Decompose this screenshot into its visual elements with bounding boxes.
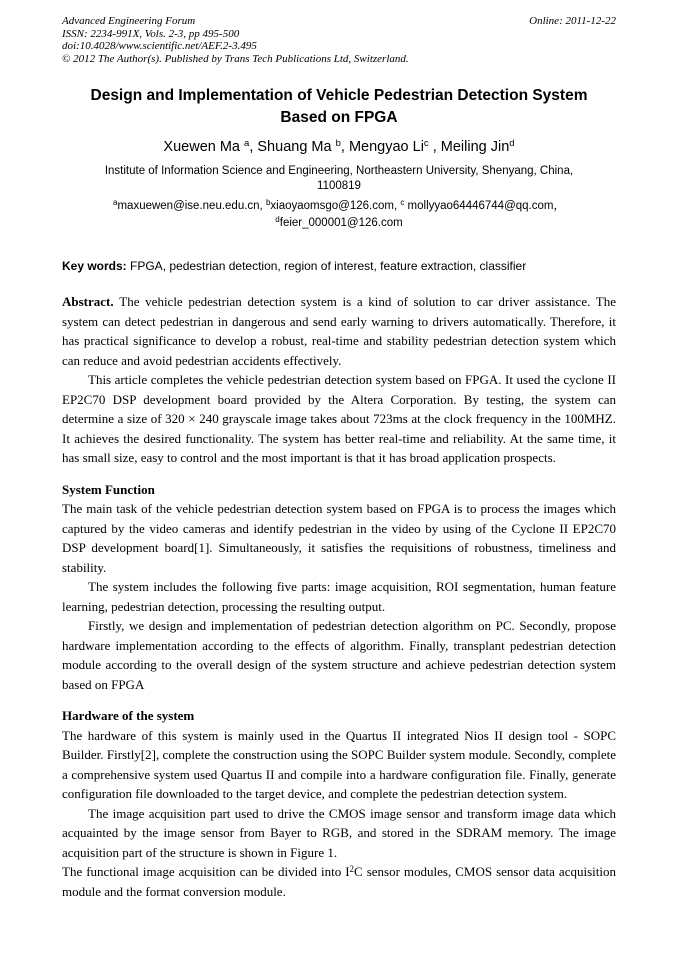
- author-name: Meiling Jin: [440, 139, 510, 155]
- system-function-paragraph-2: The system includes the following five parts: image acquisition, ROI segmentation, human feature learning, pedestrian detection, processing the resulting output.: [62, 579, 616, 614]
- abstract-paragraph-1: [62, 292, 616, 370]
- affiliation-line2: 1100819: [317, 180, 361, 192]
- system-function-paragraph-3: Firstly, we design and implementation of pedestrian detection algorithm on PC. Secondly, propose hardware implementation according to the effects of algorithm. Finally, transplant pedestrian detection module according to the overall design of the system structure and achieve pedestrian detection system based on FPGA: [62, 618, 616, 692]
- journal-title: Advanced Engineering Forum: [62, 15, 196, 27]
- author-name: Shuang Ma: [257, 139, 336, 155]
- paper-body: [62, 292, 616, 901]
- journal-header: [62, 15, 616, 65]
- author-separator: ,: [340, 139, 349, 155]
- email-address: mollyyao64446744@qq.com，: [404, 200, 565, 212]
- hardware-paragraph-3: [62, 862, 616, 901]
- author-separator: ,: [249, 139, 258, 155]
- hardware-paragraph-1: The hardware of this system is mainly used in the Quartus II integrated Nios II design tool - SOPC Builder. Firstly[2], complete the construction using the SOPC Builder system module. Secondly, complete a comprehensive system used Quartus II and compile into a hardware configuration file. Finally, generate configuration file downloaded to the target device, and complete the pedestrian detection system.: [62, 727, 616, 801]
- paper-title: [62, 85, 616, 129]
- email-address: xiaoyaomsgo@126.com,: [270, 200, 401, 212]
- affiliation: [62, 164, 616, 194]
- keywords-label: Key words:: [62, 259, 131, 273]
- author-superscript: a: [244, 138, 250, 149]
- paper-title-line1: Design and Implementation of Vehicle Pedestrian Detection System: [90, 87, 588, 104]
- email-superscript: d: [275, 215, 280, 224]
- hardware-paragraph-2: The image acquisition part used to drive the CMOS image sensor and transform image data which acquainted by the image sensor from Bayer to RGB, and stored in the SDRAM memory. The image acquisition part of the structure is shown in Figure 1.: [62, 805, 616, 860]
- section-heading-hardware: Hardware of the system: [62, 708, 195, 723]
- journal-copyright: © 2012 The Author(s). Published by Trans Tech Publications Ltd, Switzerland.: [62, 52, 409, 65]
- hardware-p3-pre: The functional image acquisition can be divided into I: [62, 864, 350, 879]
- author-separator: ,: [428, 139, 441, 155]
- author-name: Mengyao Li: [348, 139, 424, 155]
- email-address: maxuewen@ise.neu.edu.cn,: [117, 200, 266, 212]
- keywords-text: FPGA, pedestrian detection, region of interest, feature extraction, classifier: [130, 259, 527, 273]
- author-superscript: c: [423, 138, 429, 149]
- journal-doi: doi:10.4028/www.scientific.net/AEF.2-3.495: [62, 40, 257, 52]
- email-superscript: c: [400, 198, 405, 207]
- abstract-label: Abstract.: [62, 294, 120, 309]
- author-superscript: d: [509, 138, 515, 149]
- author-superscript: b: [335, 138, 341, 149]
- paper-title-line2: Based on FPGA: [280, 109, 398, 126]
- system-function-paragraph-1: The main task of the vehicle pedestrian detection system based on FPGA is to process the images which captured by the video cameras and identify pedestrian in the video by using of the Cyclone II EP2C70 DSP development board[1]. Simultaneously, it satisfies the requisitions of robustness, timeliness and stability.: [62, 501, 616, 575]
- email-superscript: a: [113, 198, 118, 207]
- abstract-paragraph-2: This article completes the vehicle pedestrian detection system based on FPGA. It used the cyclone II EP2C70 DSP development board provided by the Altera Corporation. By testing, the system can determine a size of 320 × 240 grayscale image takes about 723ms at the clock frequency in the 100MHZ. It achieves the desired functionality. The system has better real-time and reliability. At the same time, it has small size, easy to control and the most important is that it has broad application prospects.: [62, 372, 616, 465]
- abstract-text: The vehicle pedestrian detection system is a kind of solution to car driver assistance. The system can detect pedestrian in dangerous and send early warning to drivers automatically. Therefore, it has practical significance to develop a robust, real-time and stability pedestrian detection system which can reduce and avoid pedestrian accidents effectively.: [62, 294, 616, 368]
- email-address: feier_000001@126.com: [279, 217, 403, 229]
- hardware-p3-post: C sensor modules, CMOS sensor data acquisition module and the format conversion module.: [62, 864, 616, 899]
- i2c-superscript: 2: [349, 864, 355, 874]
- journal-issn: ISSN: 2234-991X, Vols. 2-3, pp 495-500: [62, 27, 240, 40]
- emails-line2: [62, 215, 616, 232]
- author-name: Xuewen Ma: [163, 139, 245, 155]
- online-date: Online: 2011-12-22: [529, 15, 616, 27]
- keywords-line: [62, 259, 616, 274]
- section-heading-system-function: System Function: [62, 481, 155, 497]
- email-superscript: b: [265, 198, 271, 207]
- emails-line1: [62, 198, 616, 215]
- author-emails: [62, 198, 616, 232]
- authors-line: [62, 138, 616, 157]
- affiliation-line1: Institute of Information Science and Engineering, Northeastern University, Shenyang, China,: [104, 165, 574, 177]
